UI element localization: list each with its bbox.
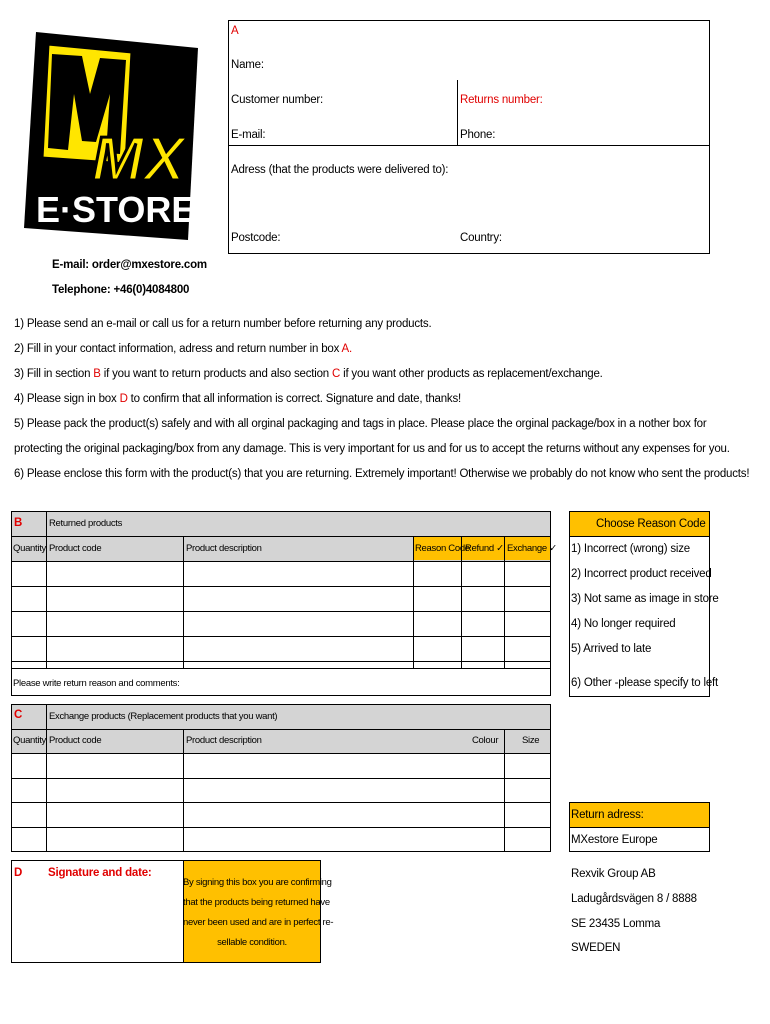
section-c-line bbox=[11, 729, 551, 730]
reason-code-item: 6) Other -please specify to left bbox=[571, 677, 719, 689]
exchange-product-row[interactable] bbox=[12, 828, 550, 851]
signature-note-line: sellable condition. bbox=[217, 937, 287, 948]
name-field-label[interactable]: Name: bbox=[231, 59, 264, 71]
section-b-line bbox=[11, 668, 551, 669]
phone-field-label[interactable]: Phone: bbox=[460, 129, 496, 141]
instruction-5-cont: protecting the original packaging/box from any damage. This is very important for us and for us to accept the returns without any expenses for you. bbox=[14, 443, 730, 455]
section-a-col-divider bbox=[457, 80, 458, 145]
logo-graphic bbox=[22, 24, 202, 240]
logo-estore-text: E·STORE bbox=[36, 189, 196, 230]
section-b-letter: B bbox=[14, 517, 23, 529]
col-product-code: Product code bbox=[49, 543, 102, 554]
returned-product-row[interactable] bbox=[12, 587, 550, 611]
instruction-4: 4) Please sign in box D to confirm that all information is correct. Signature and date, thanks! bbox=[14, 393, 462, 405]
exchange-product-row[interactable] bbox=[12, 803, 550, 827]
return-address-line: Rexvik Group AB bbox=[571, 868, 656, 880]
reason-code-item: 4) No longer required bbox=[571, 618, 676, 630]
instruction-5: 5) Please pack the product(s) safely and with all orginal packaging and tags in place. Please place the orginal package/box in a nother box for bbox=[14, 418, 707, 430]
col-exchange: Exchange ✓ bbox=[507, 543, 557, 554]
col-product-code: Product code bbox=[49, 735, 102, 746]
contact-email: E-mail: order@mxestore.com bbox=[52, 259, 207, 271]
section-a-letter: A bbox=[231, 25, 239, 37]
mx-estore-logo bbox=[22, 24, 202, 240]
col-reason-code: Reason Code bbox=[415, 543, 470, 554]
section-b-title: Returned products bbox=[49, 518, 123, 529]
instruction-6: 6) Please enclose this form with the product(s) that you are returning. Extremely important! Otherwise we probably do not know who sent the products! bbox=[14, 468, 750, 480]
signature-label: Signature and date: bbox=[48, 867, 152, 879]
country-field-label[interactable]: Country: bbox=[460, 232, 502, 244]
col-size: Size bbox=[522, 735, 540, 746]
col-refund: Refund ✓ bbox=[465, 543, 504, 554]
col-product-description: Product description bbox=[186, 735, 262, 746]
return-address-company: MXestore Europe bbox=[571, 834, 658, 846]
signature-note bbox=[183, 873, 334, 953]
returned-product-row[interactable] bbox=[12, 612, 550, 636]
return-address-line: SWEDEN bbox=[571, 942, 621, 954]
col-product-description: Product description bbox=[186, 543, 262, 554]
email-field-label[interactable]: E-mail: bbox=[231, 129, 266, 141]
returned-product-row[interactable] bbox=[12, 562, 550, 586]
returned-product-row[interactable] bbox=[12, 637, 550, 661]
reason-code-item: 5) Arrived to late bbox=[571, 643, 652, 655]
reason-code-item: 3) Not same as image in store bbox=[571, 593, 719, 605]
section-d-letter: D bbox=[14, 867, 23, 879]
section-a-divider bbox=[228, 145, 710, 146]
exchange-product-row[interactable] bbox=[12, 779, 550, 802]
postcode-field-label[interactable]: Postcode: bbox=[231, 232, 281, 244]
return-address-title: Return adress: bbox=[571, 809, 644, 821]
col-quantity: Quantity bbox=[13, 543, 46, 554]
return-address-line bbox=[569, 827, 710, 828]
section-c-title: Exchange products (Replacement products that you want) bbox=[49, 711, 278, 722]
reason-code-item: 2) Incorrect product received bbox=[571, 568, 712, 580]
reason-codes-line bbox=[569, 536, 710, 537]
instruction-1: 1) Please send an e-mail or call us for a return number before returning any products. bbox=[14, 318, 432, 330]
customer-number-label[interactable]: Customer number: bbox=[231, 94, 324, 106]
signature-note-line: never been used and are in perfect re- bbox=[183, 917, 334, 928]
reason-code-item: 1) Incorrect (wrong) size bbox=[571, 543, 690, 555]
return-comments-label[interactable]: Please write return reason and comments: bbox=[13, 678, 180, 689]
instruction-2: 2) Fill in your contact information, adress and return number in box A. bbox=[14, 343, 353, 355]
exchange-product-row[interactable] bbox=[12, 754, 550, 778]
reason-codes-title: Choose Reason Code bbox=[596, 518, 706, 530]
returns-number-label[interactable]: Returns number: bbox=[460, 94, 543, 106]
instructions-list bbox=[14, 317, 749, 492]
col-colour: Colour bbox=[472, 735, 499, 746]
section-b-line bbox=[11, 536, 551, 537]
signature-note-line: By signing this box you are confirming bbox=[183, 877, 332, 888]
section-c-letter: C bbox=[14, 709, 23, 721]
col-quantity: Quantity bbox=[13, 735, 46, 746]
return-address-line: SE 23435 Lomma bbox=[571, 918, 661, 930]
address-field-label[interactable]: Adress (that the products were delivered to): bbox=[231, 164, 449, 176]
return-address-line: Ladugårdsvägen 8 / 8888 bbox=[571, 893, 697, 905]
instruction-3: 3) Fill in section B if you want to return products and also section C if you want other products as replacement/exchange. bbox=[14, 368, 603, 380]
contact-telephone: Telephone: +46(0)4084800 bbox=[52, 284, 190, 296]
signature-note-line: that the products being returned have bbox=[183, 897, 330, 908]
section-b-line bbox=[11, 661, 551, 662]
logo-mx-text: MX bbox=[92, 125, 185, 194]
